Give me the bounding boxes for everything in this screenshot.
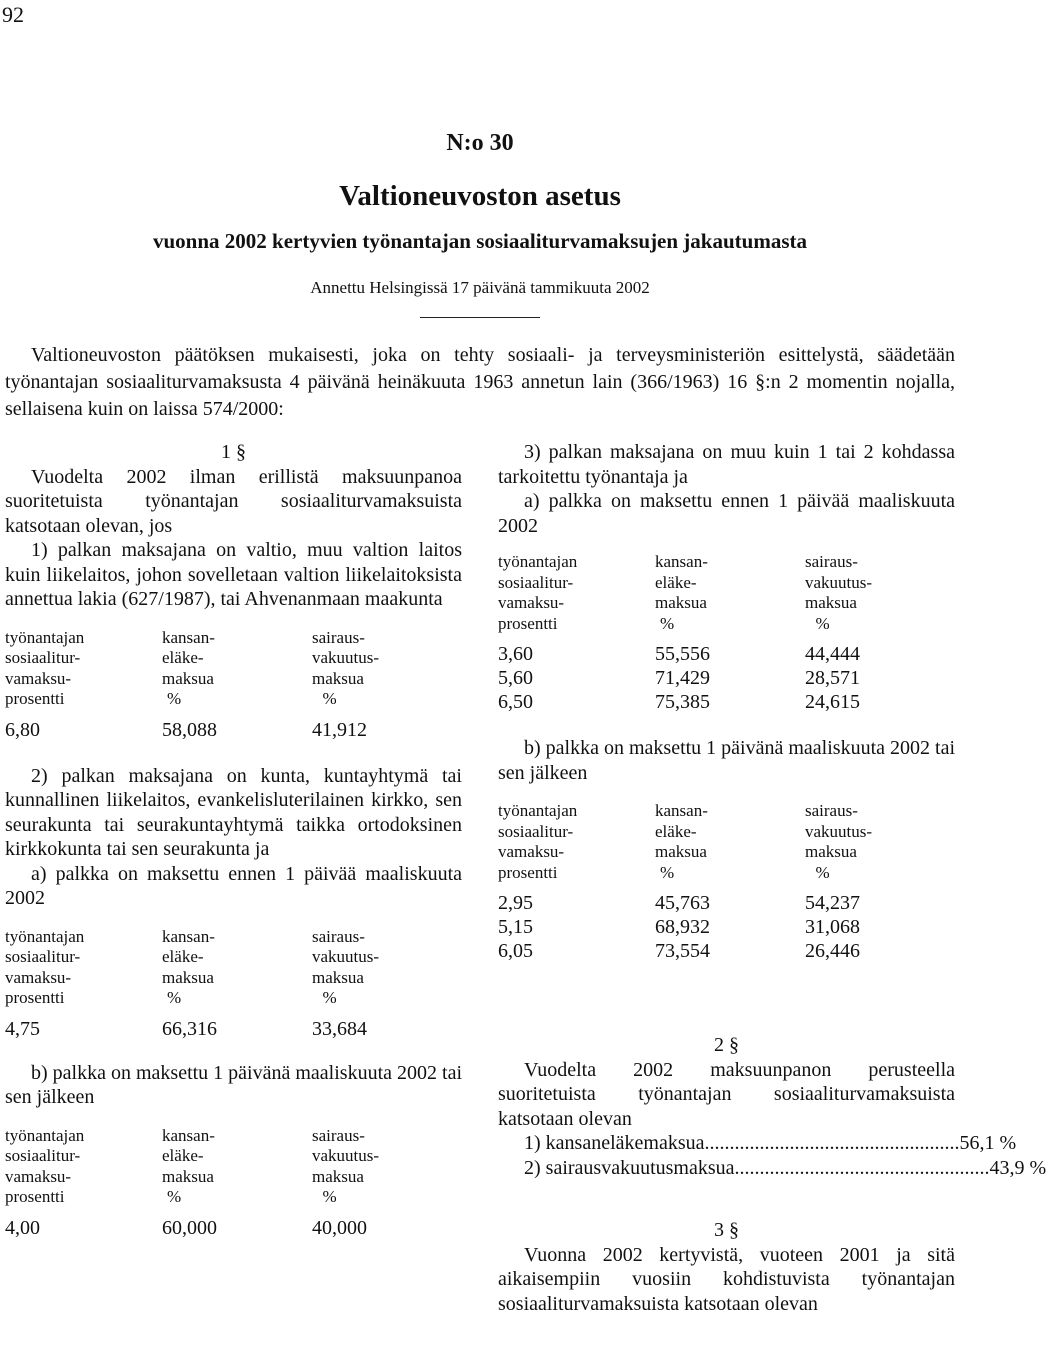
cell-kansanelake: 68,932: [655, 916, 710, 938]
item-3-text: 3) palkan maksajana on muu kuin 1 tai 2 kohdassa tarkoitettu työnantaja ja: [498, 441, 955, 488]
section-3-text: Vuonna 2002 kertyvistä, vuoteen 2001 ja sitä aikaisempiin vuosiin kohdistuvista työnantajan sosiaaliturvamaksuista katsotaan olevan: [498, 1243, 955, 1315]
th-c1: työnantajan: [5, 627, 85, 647]
cell-kansanelake: 58,088: [162, 718, 217, 741]
th-c2: eläke-: [655, 821, 697, 841]
section-3-heading: 3 §: [714, 1219, 739, 1241]
th-c3: %: [322, 689, 337, 708]
th-c1: prosentti: [5, 1187, 65, 1206]
cell-sairausvakuutus: 40,000: [312, 1216, 367, 1239]
th-c1: vamaksu-: [5, 967, 72, 987]
th-c2: eläke-: [162, 1146, 204, 1165]
th-c2: maksua: [162, 668, 214, 688]
section-1-text: Vuodelta 2002 ilman erillistä maksuunpanoa suoritetuista työnantajan sosiaaliturvamaksuista katsotaan olevan, jos: [5, 465, 462, 537]
table-row: [498, 891, 955, 915]
th-c2: maksua: [655, 593, 707, 612]
th-c1: työnantajan: [5, 1125, 85, 1145]
th-c3: vakuutus-: [805, 821, 873, 841]
th-c2: kansan-: [655, 801, 708, 820]
table-row: [5, 718, 462, 742]
title-divider: [420, 317, 540, 318]
th-c2: %: [167, 689, 182, 708]
cell-sairausvakuutus: 33,684: [312, 1017, 367, 1040]
rate-table-item2b: [5, 1126, 462, 1240]
th-c1: prosentti: [5, 689, 65, 708]
th-c3: maksua: [312, 967, 364, 987]
cell-sairausvakuutus: 44,444: [805, 643, 860, 665]
intro-text: Valtioneuvoston päätöksen mukaisesti, joka on tehty sosiaali- ja terveysministeriön esittelystä, säädetään työnantajan sosiaaliturvamaksusta 4 päivänä heinäkuuta 1963 annetun lain (366/1963) 16 §:n 2 momentin nojalla, sellaisena kuin on laissa 574/2000:: [5, 344, 955, 420]
th-c3: maksua: [805, 593, 857, 612]
th-c1: vamaksu-: [498, 593, 565, 612]
rate-table-item3a: [498, 552, 955, 714]
item-1-text: 1) palkan maksajana on valtio, muu valtion laitos kuin liikelaitos, johon sovelletaan valtion liikelaitoksista annettua lakia (627/1987), tai Ahvenanmaan maakunta: [5, 539, 462, 610]
cell-kansanelake: 60,000: [162, 1216, 217, 1239]
table-row: [498, 666, 955, 690]
rate-table-item3b: [498, 801, 955, 963]
th-c2: %: [660, 862, 675, 882]
section-2-text: Vuodelta 2002 maksuunpanon perusteella suoritetuista työnantajan sosiaaliturvamaksuista katsotaan olevan: [498, 1058, 955, 1130]
cell-rate: 6,80: [5, 718, 40, 741]
th-c3: vakuutus-: [312, 1146, 380, 1165]
cell-rate: 6,50: [498, 691, 533, 713]
th-c1: vamaksu-: [498, 842, 565, 861]
left-column: [5, 440, 462, 1240]
th-c3: vakuutus-: [312, 648, 380, 667]
document-number: N:o 30: [446, 130, 514, 156]
document-subtitle: vuonna 2002 kertyvien työnantajan sosiaaliturvamaksujen jakautumasta: [153, 229, 807, 253]
cell-sairausvakuutus: 24,615: [805, 691, 860, 713]
share-value: 56,1 %: [959, 1132, 1017, 1154]
cell-kansanelake: 55,556: [655, 643, 710, 665]
table-row: [498, 642, 955, 666]
th-c2: eläke-: [655, 572, 697, 592]
th-c3: maksua: [312, 1166, 364, 1186]
th-c1: sosiaalitur-: [498, 821, 574, 841]
th-c2: %: [660, 613, 675, 633]
cell-sairausvakuutus: 31,068: [805, 916, 860, 938]
leader-dots: ...................................................: [734, 1156, 990, 1179]
th-c3: %: [815, 862, 830, 882]
cell-sairausvakuutus: 26,446: [805, 940, 860, 962]
th-c1: sosiaalitur-: [5, 1146, 81, 1165]
th-c3: sairaus-: [805, 552, 858, 571]
cell-sairausvakuutus: 28,571: [805, 667, 860, 689]
table-row: [498, 690, 955, 714]
th-c3: sairaus-: [312, 926, 365, 946]
item-2a-text: a) palkka on maksettu ennen 1 päivää maaliskuuta 2002: [5, 862, 462, 909]
th-c2: eläke-: [162, 947, 204, 966]
th-c3: vakuutus-: [805, 572, 873, 592]
th-c3: %: [322, 988, 337, 1007]
th-c3: sairaus-: [312, 627, 365, 647]
th-c1: vamaksu-: [5, 668, 72, 688]
th-c1: sosiaalitur-: [498, 572, 574, 592]
rate-table-item1: [5, 628, 462, 742]
th-c2: %: [167, 1187, 182, 1206]
table-row: [5, 1017, 462, 1041]
issued-line: Annettu Helsingissä 17 päivänä tammikuuta 2002: [310, 278, 650, 297]
section-2-heading: 2 §: [714, 1034, 739, 1056]
table-row: [5, 1216, 462, 1240]
cell-kansanelake: 73,554: [655, 940, 710, 962]
th-c3: sairaus-: [805, 801, 858, 820]
cell-rate: 4,00: [5, 1216, 40, 1239]
th-c2: %: [167, 988, 182, 1007]
right-column: [498, 440, 1046, 1316]
leader-dots: ...................................................: [704, 1132, 960, 1154]
th-c3: maksua: [805, 842, 857, 861]
th-c1: prosentti: [498, 613, 558, 633]
th-c2: maksua: [655, 842, 707, 861]
share-label: 2) sairausvakuutusmaksua: [524, 1156, 735, 1179]
cell-kansanelake: 45,763: [655, 892, 710, 914]
th-c3: %: [322, 1187, 337, 1206]
th-c1: prosentti: [498, 862, 558, 882]
cell-rate: 6,05: [498, 940, 533, 962]
cell-sairausvakuutus: 41,912: [312, 718, 367, 741]
th-c1: vamaksu-: [5, 1166, 72, 1186]
cell-kansanelake: 71,429: [655, 667, 710, 689]
th-c2: eläke-: [162, 648, 204, 667]
list-item: [498, 1131, 1017, 1156]
cell-rate: 4,75: [5, 1017, 40, 1040]
table-row: [498, 939, 955, 963]
cell-rate: 2,95: [498, 892, 533, 914]
item-3a-text: a) palkka on maksettu ennen 1 päivää maaliskuuta 2002: [498, 490, 955, 537]
item-2b-text: b) palkka on maksettu 1 päivänä maaliskuuta 2002 tai sen jälkeen: [5, 1061, 462, 1108]
rate-table-item2a: [5, 927, 462, 1041]
cell-sairausvakuutus: 54,237: [805, 892, 860, 914]
item-3b-text: b) palkka on maksettu 1 päivänä maaliskuuta 2002 tai sen jälkeen: [498, 737, 955, 784]
share-label: 1) kansaneläkemaksua: [524, 1132, 705, 1154]
th-c1: työnantajan: [498, 552, 578, 571]
th-c2: kansan-: [655, 552, 708, 571]
section-1-heading: 1 §: [221, 441, 246, 463]
item-2-text: 2) palkan maksajana on kunta, kuntayhtymä tai kunnallinen liikelaitos, evankelisluterilainen kirkko, sen seurakunta tai seurakuntayhtymä taikka ortodoksinen kirkkokunta tai sen seurakunta ja: [5, 764, 462, 860]
th-c2: kansan-: [162, 1125, 215, 1145]
cell-kansanelake: 66,316: [162, 1017, 217, 1040]
th-c1: sosiaalitur-: [5, 648, 81, 667]
document-title: Valtioneuvoston asetus: [339, 180, 621, 212]
th-c2: maksua: [162, 1166, 214, 1186]
table-row: [498, 915, 955, 939]
th-c3: maksua: [312, 668, 364, 688]
cell-rate: 5,15: [498, 916, 533, 938]
intro-paragraph: [5, 342, 955, 423]
th-c3: %: [815, 613, 830, 633]
share-value: 43,9 %: [989, 1156, 1046, 1179]
cell-rate: 5,60: [498, 667, 533, 689]
th-c3: vakuutus-: [312, 947, 380, 966]
th-c1: prosentti: [5, 988, 65, 1007]
th-c1: työnantajan: [498, 801, 578, 820]
th-c2: kansan-: [162, 926, 215, 946]
cell-rate: 3,60: [498, 643, 533, 665]
th-c2: kansan-: [162, 627, 215, 647]
page-number: 92: [2, 2, 24, 27]
th-c2: maksua: [162, 967, 214, 987]
th-c1: sosiaalitur-: [5, 947, 81, 966]
th-c1: työnantajan: [5, 926, 85, 946]
list-item: [498, 1156, 1046, 1181]
cell-kansanelake: 75,385: [655, 691, 710, 713]
th-c3: sairaus-: [312, 1125, 365, 1145]
